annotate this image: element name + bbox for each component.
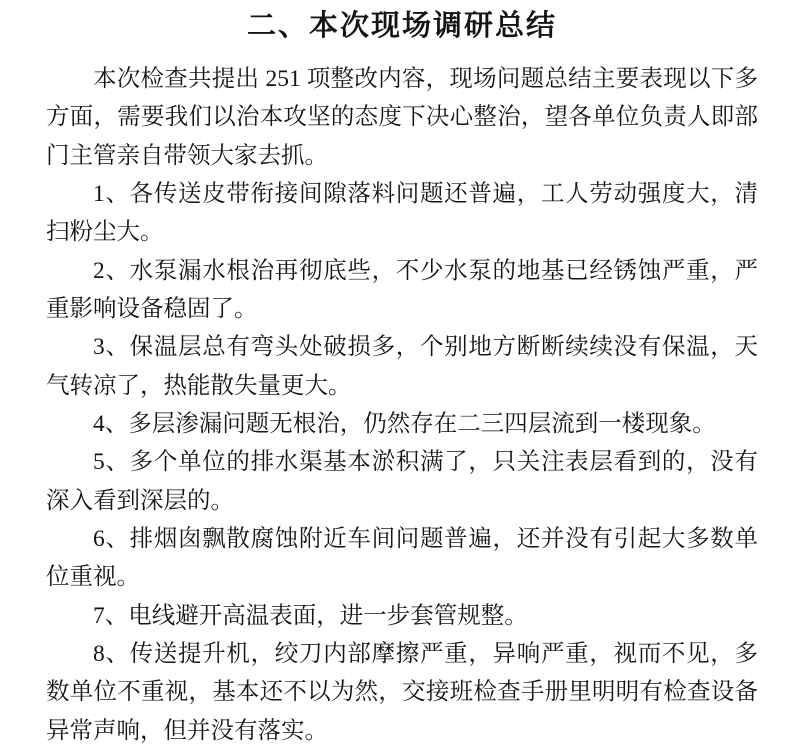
numbered-paragraph-5: 5、多个单位的排水渠基本淤积满了，只关注表层看到的，没有深入看到深层的。 (46, 449, 758, 514)
numbered-paragraph-6: 6、排烟囱飘散腐蚀附近车间问题普遍，还并没有引起大多数单位重视。 (46, 525, 758, 591)
document-title: 二、本次现场调研总结 (246, 10, 557, 42)
numbered-paragraph-3: 3、保温层总有弯头处破损多，个别地方断断续续没有保温，天气转凉了，热能散失量更大。 (46, 334, 758, 399)
document-body (46, 60, 758, 750)
intro-paragraph: 本次检查共提出 251 项整改内容，现场问题总结主要表现以下多方面，需要我们以治本攻坚的态度下决心整治，望各单位负责人即部门主管亲自带领大家去抓。 (46, 66, 758, 169)
numbered-paragraph-7: 7、电线避开高温表面，进一步套管规整。 (93, 602, 528, 629)
numbered-paragraph-8: 8、传送提升机，绞刀内部摩擦严重，异响严重，视而不见，多数单位不重视，基本还不以为然，交接班检查手册里明明有检查设备异常声响，但并没有落实。 (46, 640, 758, 744)
numbered-paragraph-2: 2、水泵漏水根治再彻底些，不少水泵的地基已经锈蚀严重，严重影响设备稳固了。 (46, 257, 758, 322)
numbered-paragraph-4: 4、多层渗漏问题无根治，仍然存在二三四层流到一楼现象。 (93, 410, 716, 437)
numbered-paragraph-1: 1、各传送皮带衔接间隙落料问题还普遍，工人劳动强度大，清扫粉尘大。 (46, 180, 758, 246)
